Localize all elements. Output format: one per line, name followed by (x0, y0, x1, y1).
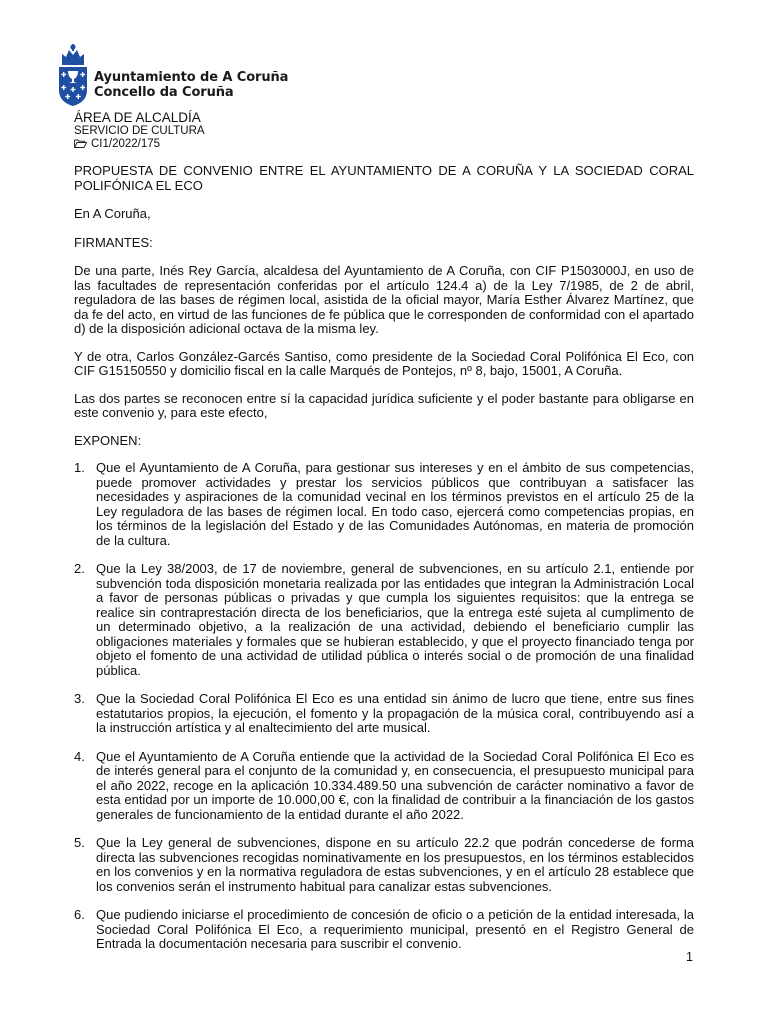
coat-of-arms-icon (56, 42, 90, 108)
place-line: En A Coruña, (74, 206, 151, 221)
list-item: 3. Que la Sociedad Coral Polifónica El Eco es una entidad sin ánimo de lucro que tiene, entre sus fines estatutarios propios, la ejecución, el fomento y la propagación de la música coral, contribuyendo así a la instrucción artística y al enaltecimiento del arte musical. (74, 691, 694, 735)
org-name-galician: Concello da Coruña (94, 85, 234, 100)
expediente-line (74, 138, 205, 151)
party-one-paragraph: De una parte, Inés Rey García, alcaldesa del Ayuntamiento de A Coruña, con CIF P1503000J, en uso de las facultades de representación conferidas por el artículo 124.4 a) de la Ley 7/1985, de 2 de abril, reguladora de las bases de régimen local, asistida de la oficial mayor, María Esther Álvarez Martínez, que da fe del acto, en virtud de las funciones de fe pública que le corresponden de conformidad con el apartado d) de la disposición adicional octava de la misma ley. (74, 263, 694, 336)
list-item: 4. Que el Ayuntamiento de A Coruña entiende que la actividad de la Sociedad Coral Polifónica El Eco es de interés general para el conjunto de la comunidad y, en consecuencia, el presupuesto municipal para el año 2022, recoge en la aplicación 10.334.489.50 una subvención de carácter nominativo a favor de esta entidad por un importe de 10.000,00 €, con la finalidad de contribuir a la financiación de los gastos generales de funcionamiento de la entidad durante el año 2022. (74, 748, 694, 822)
service-label: SERVICIO DE CULTURA (74, 125, 205, 137)
document-title: PROPUESTA DE CONVENIO ENTRE EL AYUNTAMIENTO DE A CORUÑA Y LA SOCIEDAD CORAL POLIFÓNICA EL ECO (74, 163, 694, 193)
exponen-list (74, 461, 694, 952)
list-item: 1. Que el Ayuntamiento de A Coruña, para gestionar sus intereses y en el ámbito de sus competencias, puede promover actividades y prestar los servicios públicos que contribuyan a satisfacer las necesidades y aspiraciones de la comunidad vecinal en los términos previstos en el artículo 25 de la Ley reguladora de las bases de régimen local. En todo caso, ejercerá como competencias propias, en los términos de la legislación del Estado y de las Comunidades Autónomas, en materia de promoción de la cultura. (74, 460, 694, 548)
capacity-paragraph: Las dos partes se reconocen entre sí la capacidad jurídica suficiente y el poder bastante para obligarse en este convenio y, para este efecto, (74, 390, 694, 420)
page-number: 1 (686, 950, 693, 964)
document-metadata (74, 110, 205, 151)
document-body (74, 164, 694, 966)
expediente-number: CI1/2022/175 (91, 138, 161, 150)
list-item: 2. Que la Ley 38/2003, de 17 de noviembre, general de subvenciones, en su artículo 2.1, entiende por subvención toda disposición monetaria realizada por las entidades que integran la Administración Local a favor de personas públicas o privadas y que cumpla los siguientes requisitos: que la entrega se realice sin contraprestación directa de los beneficiarios, que la entrega esté sujeta al cumplimento de un determinado objetivo, a la realización de una actividad, debiendo el beneficiario cumplir las obligaciones materiales y formales que se hubieran establecido, y que el proyecto financiado tenga por objeto el fomento de una actividad de utilidad pública o interés social o de promoción de una finalidad pública. (74, 561, 694, 678)
list-item: 6. Que pudiendo iniciarse el procedimiento de concesión de oficio o a petición de la entidad interesada, la Sociedad Coral Polifónica El Eco, a requerimiento municipal, presentó en el Registro General de Entrada la documentación necesaria para suscribir el convenio. (74, 907, 694, 951)
signatories-heading: FIRMANTES: (74, 234, 153, 250)
municipal-logo (56, 42, 90, 108)
organization-names (94, 70, 288, 100)
org-name-spanish: Ayuntamiento de A Coruña (94, 70, 289, 85)
folder-icon (74, 139, 87, 148)
list-item: 5. Que la Ley general de subvenciones, dispone en su artículo 22.2 que podrán concederse de forma directa las subvenciones recogidas nominativamente en los presupuestos, en los términos establecidos en los convenios y en la normativa reguladora de estas subvenciones, y en el artículo 28 establece que los convenios serán el instrumento habitual para canalizar estas subvenciones. (74, 835, 694, 894)
area-label: ÁREA DE ALCALDÍA (74, 110, 201, 125)
exponen-heading: EXPONEN: (74, 432, 142, 448)
party-two-paragraph: Y de otra, Carlos González-Garcés Santiso, como presidente de la Sociedad Coral Polifónica El Eco, con CIF G15150550 y domicilio fiscal en la calle Marqués de Pontejos, nº 8, bajo, 15001, A Coruña. (74, 348, 694, 378)
